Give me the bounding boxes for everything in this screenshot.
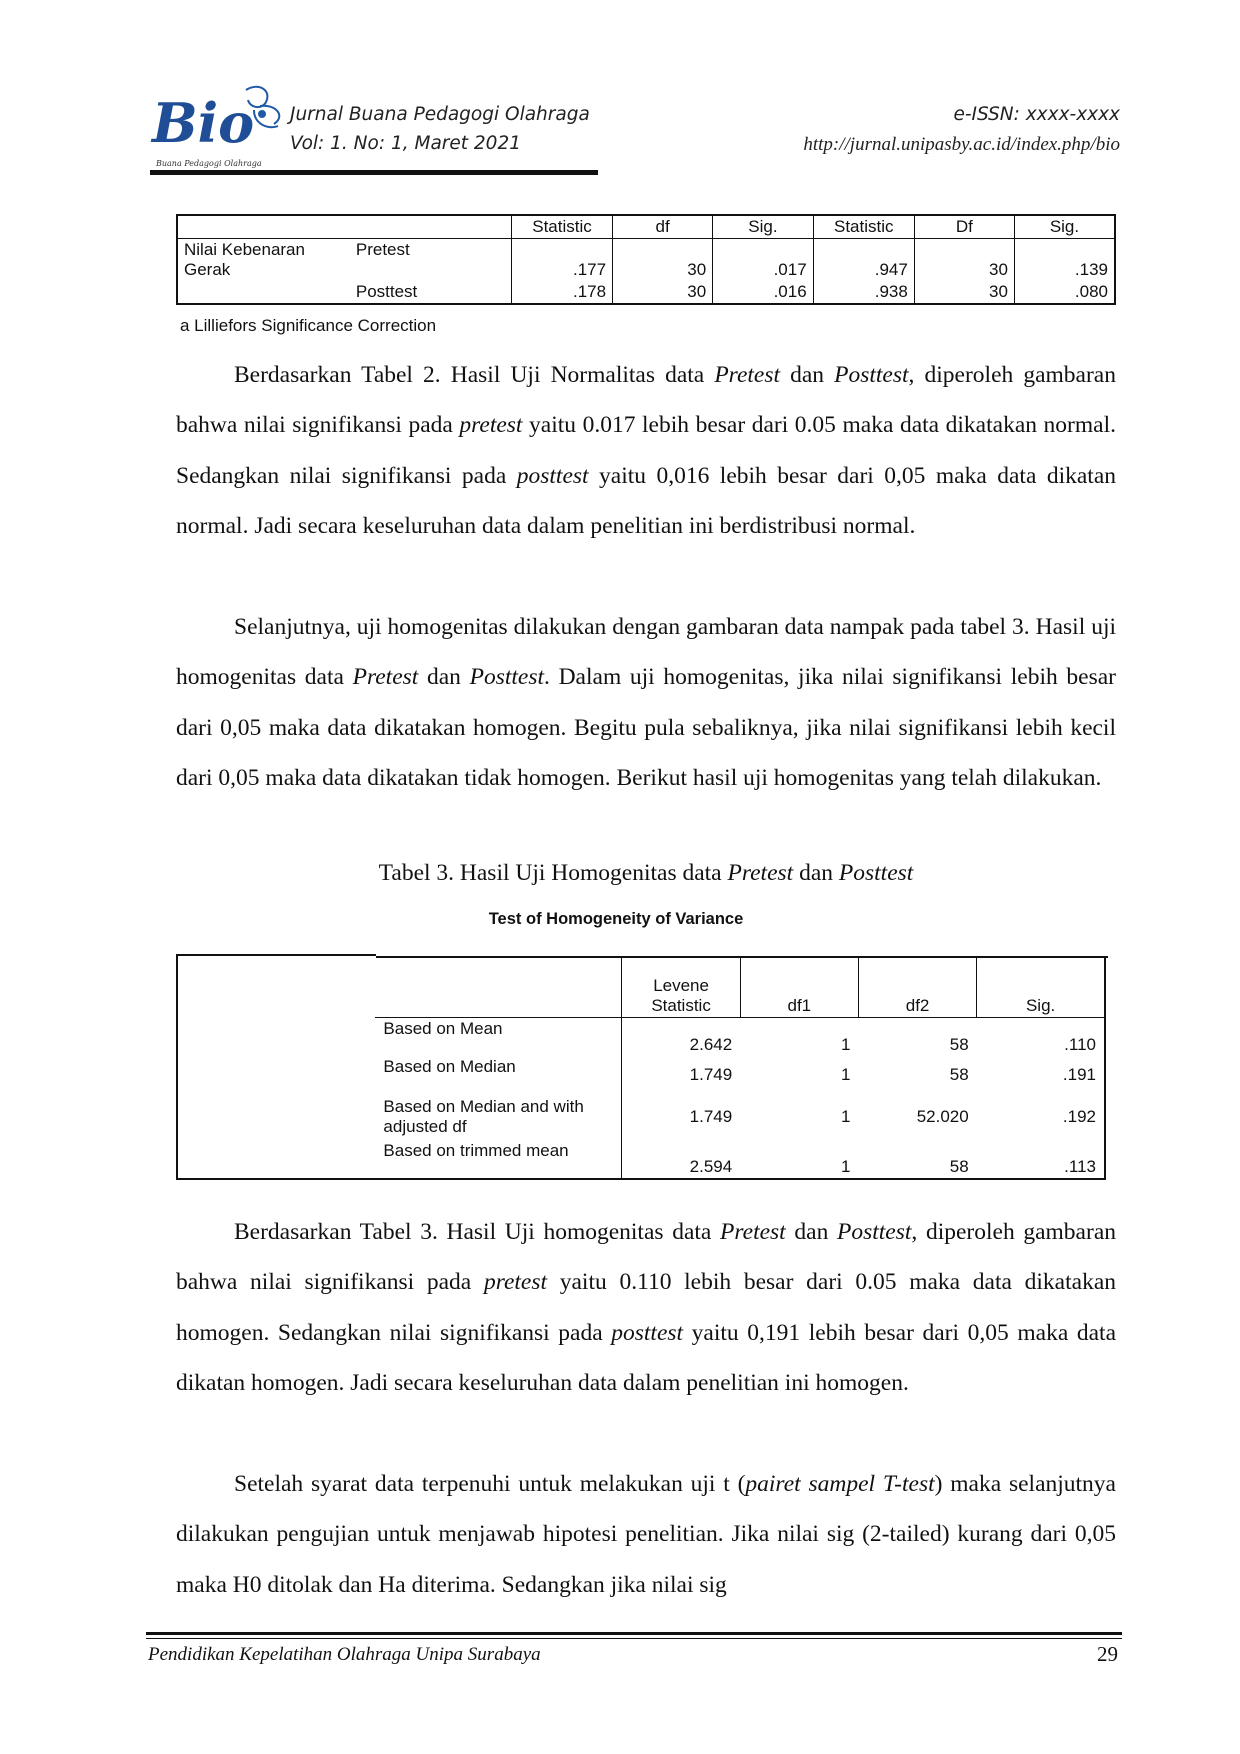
row-label: Based on Median and with adjusted df — [383, 1096, 584, 1136]
table-cell: .178 — [511, 281, 612, 304]
table-row — [177, 1140, 1105, 1179]
normality-table — [176, 214, 1116, 305]
table-header-row — [177, 215, 1115, 239]
logo-subtext: Buana Pedagogi Olahraga — [156, 159, 262, 168]
header-cell: Sig. — [1014, 215, 1115, 239]
table-cell: 1 — [840, 1034, 851, 1054]
header-blank-cell — [177, 215, 511, 239]
footer-text: Pendidikan Kepelatihan Olahraga Unipa Surabaya — [148, 1644, 541, 1665]
row-label: Based on trimmed mean — [383, 1140, 569, 1160]
header-blank-cell — [375, 956, 622, 1017]
table-cell: 30 — [914, 239, 1014, 282]
italic-term: Posttest — [838, 860, 914, 886]
table-cell: .017 — [713, 239, 813, 282]
table-cell: .016 — [713, 281, 813, 304]
header-rule — [150, 170, 598, 175]
italic-term: Pretest — [352, 664, 419, 691]
table-row — [177, 1056, 1105, 1094]
table-cell: .139 — [1014, 239, 1115, 282]
italic-term: Pretest — [720, 1219, 786, 1245]
header-cell: df1 — [740, 956, 858, 1017]
italic-term: posttest — [611, 1319, 684, 1346]
blank-cell — [177, 1140, 375, 1179]
blank-cell — [177, 1094, 375, 1140]
table-cell: 52.020 — [916, 1106, 969, 1126]
header-cell: Statistic — [813, 215, 914, 239]
italic-term: pairet sampel T-test — [745, 1471, 935, 1497]
table-cell: .938 — [813, 281, 914, 304]
header-cell: Sig. — [977, 956, 1105, 1017]
table-cell: 30 — [613, 239, 713, 282]
table-header-row — [177, 956, 1105, 1017]
italic-term: Pretest — [714, 362, 781, 388]
table-cell: 30 — [914, 281, 1014, 304]
table-title: Test of Homogeneity of Variance — [488, 910, 744, 928]
journal-volume: Vol: 1. No: 1, Maret 2021 — [290, 133, 521, 154]
row-label: Based on Median — [383, 1056, 516, 1076]
table-row — [177, 1094, 1105, 1140]
header-cell: Sig. — [713, 215, 813, 239]
table-cell: 2.594 — [622, 1140, 740, 1179]
table-row — [177, 1017, 1105, 1056]
italic-term: posttest — [516, 462, 589, 489]
footer-rule-thin — [146, 1638, 1122, 1639]
table-cell: 1 — [840, 1064, 851, 1084]
table-cell: 1 — [840, 1106, 851, 1126]
paragraph: Berdasarkan Tabel 3. Hasil Uji homogenitas data Pretest dan Posttest, diperoleh gambaran bahwa nilai signifikansi pada pretest yaitu 0.110 lebih besar dari 0.05 maka data dikatakan homogen. Sedangkan nilai signifikansi pada posttest yaitu 0,191 lebih besar dari 0,05 maka data dikatan homogen. Jadi secara keseluruhan data dalam penelitian ini homogen. — [176, 1219, 1116, 1397]
italic-term: pretest — [483, 1269, 548, 1296]
paragraph: Selanjutnya, uji homogenitas dilakukan dengan gambaran data nampak pada tabel 3. Hasil uji homogenitas data Pretest dan Posttest. Dalam uji homogenitas, jika nilai signifikansi lebih besar dari 0,05 maka data dikatakan homogen. Begitu pula sebaliknya, jika nilai signifikansi lebih kecil dari 0,05 maka data dikatakan tidak homogen. Berikut hasil uji homogenitas yang telah dilakukan. — [176, 614, 1117, 792]
table-footnote: a Lilliefors Significance Correction — [180, 316, 437, 335]
row-group-label: Nilai Kebenaran Gerak — [184, 240, 305, 279]
table-cell: 2.642 — [622, 1017, 740, 1056]
header-cell: Statistic — [511, 215, 612, 239]
table-cell: .177 — [511, 239, 612, 282]
row-label: Pretest — [355, 240, 410, 259]
footer-rule — [146, 1632, 1122, 1635]
table-cell: 1 — [840, 1156, 851, 1176]
table-cell: 58 — [949, 1034, 969, 1054]
italic-term: Posttest — [836, 1219, 912, 1245]
header-blank-cell — [177, 956, 375, 1017]
table-caption: Tabel 3. Hasil Uji Homogenitas data Pretest dan Posttest — [378, 860, 914, 886]
header-cell: Levene Statistic — [622, 956, 740, 1017]
italic-term: Posttest — [834, 362, 909, 388]
table-row — [177, 239, 1115, 282]
header-cell: Df — [914, 215, 1014, 239]
table-cell: 58 — [949, 1156, 969, 1176]
row-label: Posttest — [355, 282, 418, 301]
table-cell: 1.749 — [622, 1056, 740, 1094]
homogeneity-table — [176, 956, 1106, 1180]
blank-cell — [177, 1017, 375, 1056]
journal-url[interactable]: http://jurnal.unipasby.ac.id/index.php/bio — [803, 134, 1120, 155]
row-label: Based on Mean — [383, 1018, 503, 1038]
table-cell: 30 — [613, 281, 713, 304]
table-cell: .110 — [1064, 1034, 1096, 1054]
table-cell: .947 — [813, 239, 914, 282]
journal-logo — [150, 80, 290, 176]
italic-term: Pretest — [727, 860, 794, 886]
paragraph: Setelah syarat data terpenuhi untuk melakukan uji t (pairet sampel T-test) maka selanjutnya dilakukan pengujian untuk menjawab hipotesi penelitian. Jika nilai sig (2-tailed) kurang dari 0,05 maka H0 ditolak dan Ha diterima. Sedangkan jika nilai sig — [176, 1471, 1116, 1598]
journal-issn: e-ISSN: xxxx-xxxx — [953, 104, 1120, 125]
italic-term: pretest — [459, 412, 523, 439]
logo-wordmark: Bio — [152, 91, 255, 155]
header-cell: df2 — [858, 956, 976, 1017]
paragraph: Berdasarkan Tabel 2. Hasil Uji Normalitas data Pretest dan Posttest, diperoleh gambaran bahwa nilai signifikansi pada pretest yaitu 0.017 lebih besar dari 0.05 maka data dikatakan normal. Sedangkan nilai signifikansi pada posttest yaitu 0,016 lebih besar dari 0,05 maka data dikatan normal. Jadi secara keseluruhan data dalam penelitian ini berdistribusi normal. — [176, 362, 1116, 540]
table-cell: .192 — [1062, 1106, 1096, 1126]
table-cell: 1.749 — [622, 1094, 740, 1140]
table-cell: .080 — [1014, 281, 1115, 304]
table-cell: 58 — [949, 1064, 969, 1084]
page-number: 29 — [1097, 1642, 1118, 1666]
blank-cell — [177, 1056, 375, 1094]
table-cell: .113 — [1064, 1156, 1096, 1176]
italic-term: Posttest — [469, 664, 545, 691]
table-cell: .191 — [1062, 1064, 1096, 1084]
header-cell: df — [613, 215, 713, 239]
journal-name: Jurnal Buana Pedagogi Olahraga — [290, 104, 590, 125]
